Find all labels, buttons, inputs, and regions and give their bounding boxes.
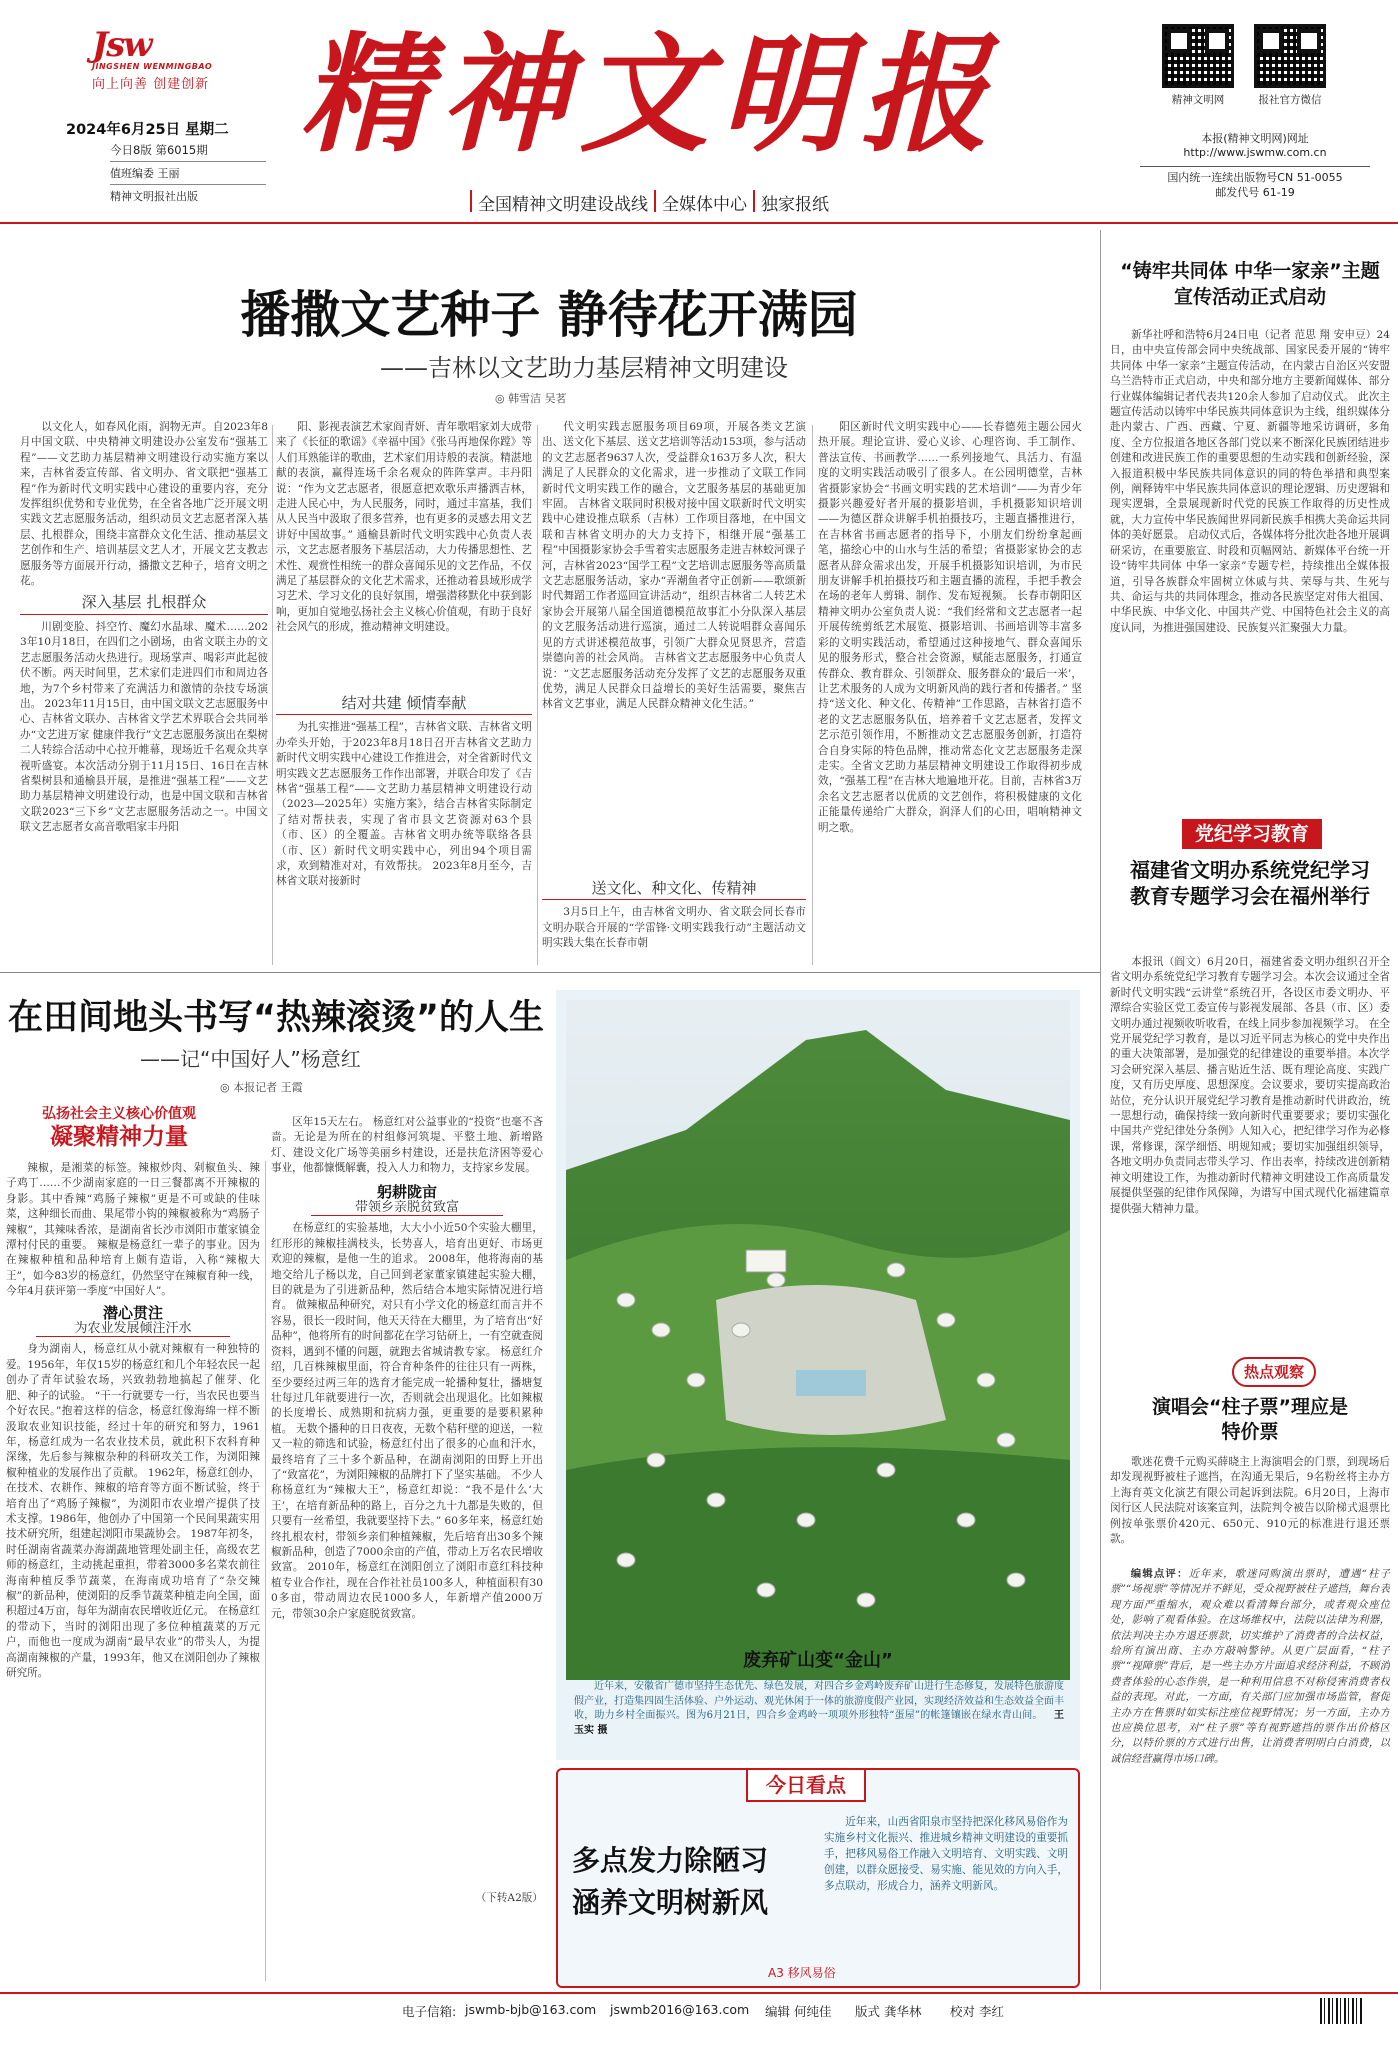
feature-title: 在田间地头书写“热辣滚烫”的人生 — [8, 998, 545, 1038]
hot-note-label: 编辑点评： — [1130, 1568, 1189, 1580]
lead-subhead-1: 深入基层 扎根群众 — [20, 595, 268, 614]
lead-col2-text: 阳、影视表演艺术家阎青妍、青年歌唱家刘大成带来了《长征的歌谣》《幸福中国》《张马再地保你蹚》等人们耳熟能详的歌曲，艺术家们用诗般的表演。精湛地献的表演，赢得连场千余名观众的阵阵掌声。丰丹阳说：“作为文艺志愿者，很愿意把欢歌乐声播洒吉林，走进人民心中，为人民服务，同时，通过丰富基，我们从人民当中汲取了很多营养，也有更多的灵感去用文艺讲好中国故事。” 通榆县新时代文明实践中心负责人表示，文艺志愿者服务下基层活动，大力传播思想性、艺术性、观赏性相统一的群众喜闻乐见的文艺作品，不仅满足了基层群众的文化艺术需求，还推动着县域形成学习艺术、学习文化的良好氛围，增强潜移默化中获到影响，更加自觉地弘扬社会主义核心价值观，有助于良好社会风气的形成，推动精神文明建设。 — [276, 421, 532, 634]
lead-column-2 — [276, 420, 532, 968]
feature-continued: （下转A2版） — [475, 1892, 543, 1905]
date-block — [66, 118, 266, 204]
values-badge-top: 弘扬社会主义核心价值观 — [42, 1106, 196, 1122]
lead-col1-text: 以文化人，如春风化雨，润物无声。自2023年8月中国文联、中央精神文明建设办公室发布“强基工程”——文艺助力基层精神文明建设行动实施方案以来，吉林省委宣传部、省文明办、省文联把“强基工程”作为新时代文明实践中心建设的重要内容，充分发挥组织优势和专业优势，在全省各地广泛开展文明实践文艺志愿服务活动，组织动员文艺志愿者深入基层、扎根群众，围绕丰富群众文化生活、推动基层文艺创作和生产、培训基层文艺人才，开展文艺支教志愿服务等方面展开行动，播撒文艺种子，培育文明之花。 — [20, 421, 268, 588]
photo-credit: 王玉实 摄 — [574, 1710, 1064, 1736]
url-caption: 本报(精神文明网)网址 — [1201, 132, 1309, 145]
nav-item-2[interactable]: 全媒体中心 — [654, 190, 753, 212]
lead-col3b-text: 3月5日上午，由吉林省文明办、省文联会同长春市文明办联合开展的“学雷锋·文明实践我行动”主题活动文明实践大集在长春市朝 — [542, 906, 806, 950]
nav-item-1[interactable]: 全国精神文明建设战线 — [470, 190, 654, 212]
party-body: 本报讯（阎文）6月20日，福建省委文明办组织召开全省文明办系统党纪学习教育专题学习会。本次会议通过全省新时代文明实践“云讲堂”系统召开，各设区市委文明办、平潭综合实验区党工委宣传与影视发展部、各县（市、区）委文明办通过视频收听收看，在线上同步参加视频学习。 在全党开展党纪学习教育，是以习近平同志为核心的党中央作出的重大决策部署，是加强党的纪律建设的重要举措。本次学习会研究深入基层、播言贴近生活、既有理论高度、实践广度，又有历史厚度、思想深度。会议要求，要切实提高政治站位，充分认识开展党纪学习教育是推动新时代讲政治，统一思想行动，确保持续一致向新时代重要要求；要切实强化中国共产党纪律处分条例》人知入心，把纪律学习作为必修课，常修课，深学细悟、明规知戒；要切实加强组织领导，各地文明办负责同志带头学习、作出表率，持续改进创新精神文明建设工作，为推动新时代精神文明建设工作高质量发展提供坚强的纪律作风保障，为谱写中国式现代化福建篇章提供强大精神力量。 — [1110, 956, 1390, 1215]
publisher: 精神文明报社出版 — [110, 190, 198, 203]
masthead — [0, 0, 1398, 225]
post-code: 邮发代号 61-19 — [1215, 186, 1295, 199]
hot-body: 歌迷花费千元购买薛晓主上海演唱会的门票，到现场后却发现视野被柱子遮挡，在沟通无果后，9名粉丝将主办方上海育英文化演艺有限公司起诉到法院。6月20日，上海市闵行区人民法院对该案宣判，法院判令被告以阶梯式退票比例按单张票价420元、650元、910元的标准进行退还票款。 — [1110, 1456, 1390, 1546]
newspaper-title: 精神文明报 — [300, 20, 1001, 170]
lead-column-3 — [542, 420, 806, 968]
url-block — [1140, 132, 1370, 160]
lead-subtitle: ——吉林以文艺助力基层精神文明建设 — [380, 354, 788, 382]
site-url[interactable]: http://www.jswmw.com.cn — [1183, 146, 1327, 159]
lead-col3-text: 代文明实践志愿服务项目69项，开展各类文艺演出、送文化下基层、送文艺培训等活动153项，参与活动的文艺志愿者9637人次，受益群众163万多人次，积大满足了人民群众的文化需求，进一步推动了文联工作同新时代文明实践工作的融合，文艺服务基层的基础更加牢固。 吉林省文联同时积极对接中国文联新时代文明实践中心建设推点联系（吉林）工作项目落地，在中国文联和吉林省文明办的大力支持下，相继开展“强基工程”中国摄影家协会手雪着实志愿服务走进吉林蛟河课子河，吉林省2023“国学工程”文艺培训志愿服务等高质量文艺志愿服务活动，家办“弄潮鱼者守正创新——歌颂新时代舞蹈工作者巡回宣讲活动”，组织吉林省二人转艺术家协会开展第八届全国道德模范故事汇小分队深入基层的文艺服务活动进行巡演，通过二人转说唱群众喜闻乐见的方式讲述模范故事，引领广大群众见贤思齐，营造崇德向善的社会风尚。 吉林省文艺志愿服务中心负责人说：“文艺志愿服务活动充分发挥了文艺的志愿服务双重优势，满足人民群众日益增长的美好生活需要，聚焦吉林省文艺事业，满足人民群众精神文化生活。” — [542, 421, 806, 711]
footer-proof: 校对 李红 — [950, 2004, 1004, 2019]
hot-badge: 热点观察 — [1232, 1357, 1316, 1387]
hot-article — [1110, 1355, 1390, 1985]
photo-caption — [574, 1680, 1064, 1758]
today-badge: 今日看点 — [746, 1768, 866, 1802]
feature-column-1 — [6, 1161, 260, 1986]
footer-email-2[interactable]: jswmb2016@163.com — [610, 2002, 750, 2017]
duty-editor: 值班编委 王丽 — [110, 167, 180, 180]
hot-note-text: 近年来，歌迷同购演出票时，遭遇“柱子票”“场视票”等情况并不鲜见，受众视野被柱子遮挡，舞台表现方面严重缩水，观众难以看清舞台部分，或者观众座位处，影响了观看体验。在这场维权中，法院以法律为利器，依法判决主办方退还票款，切实维护了消费者的合法权益，给所有演出商、主办方敲响警钟。从更广层面看，“柱子票”“视障票”背后，是一些主办方片面追求经济利益，不顾消费者体验的心态作祟，是一种利用信息不对称侵害消费者权益的表现。对此，一方面，有关部门应加强市场监管，督促主办方在售票时如实标注座位视野情况；另一方面，主办方也应换位思考，对“柱子票”等有视野遮挡的票作出价格区分，以特价票的方式进行出售，让消费者明明白白消费，以诚信经营赢得市场口碑。 — [1110, 1568, 1390, 1765]
issue-date: 2024年6月25日 星期二 — [66, 122, 229, 138]
logo — [92, 25, 232, 92]
lead-byline: ◎ 韩雪洁 吴茗 — [495, 392, 567, 405]
feature-subtitle: ——记“中国好人”杨意红 — [140, 1047, 361, 1071]
feature-col1-text: 辣椒，是湘菜的标签。辣椒炒肉、剁椒鱼头、辣子鸡丁……不少湖南家庭的一日三餐都离不开辣椒的身影。其中香辣“鸡肠子辣椒”更是不可或缺的佳味菜，这种细长而曲、果尾带小钩的辣椒被称为“鸡肠子辣椒”，其辣味香浓，是湖南省长沙市浏阳市董家镇金潭村付民的重要。 辣椒是杨意红一辈子的事业。因为在辣椒种植和品种培育上颇有造诣，入称“辣椒大王”，如今83岁的杨意红，仍然坚守在辣椒育种一线，今年4月获评第一季度“中国好人”。 — [6, 1162, 260, 1298]
issue-number: 今日8版 第6015期 — [110, 143, 208, 157]
today-body: 近年来，山西省阳泉市坚持把深化移风易俗作为实施乡村文化振兴、推进城乡精神文明建设的重要抓手，把移风易俗工作融入文明培育、文明实践、文明创建，以群众愿接受、易实施、能见效的方向入手，多点联动，形成合力，涵养文明新风。 — [824, 1816, 1068, 1892]
lead-col4-text: 阳区新时代文明实践中心——长春德苑主题公园火热开展。理论宣讲、爱心义诊、心理咨询、手工制作、普法宣传、书画教学……一系列接地气、具活力、有温度的文明实践活动吸引了很多人。在公园明德堂，吉林省摄影家协会“书画文明实践的艺术培训”——为青少年摄影兴趣爱好者开展的摄影培训，手机摄影知识培训——为德区群众讲解手机拍摄技巧，主题直播推进行，在吉林省书画志愿者的指导下，小朋友们纷纷拿起画笔，描绘心中的山水与生活的希望；省摄影家协会的志愿者从辞众需求出发，开展手机摄影知识培训，为市民朋友讲解手机拍摄技巧和主题直播的流程，手把手教会在场的老年人剪辑、制作、发布短视频。 长春市朝阳区精神文明办公室负责人说：“我们经常和文艺志愿者一起开展传统剪纸艺术展览、摄影培训、书画培训等丰富多彩的文明实践活动，希望通过这种接地气、群众喜闻乐见的服务形式，整合社会资源，赋能志愿服务，打通宣传群众、教育群众、引领群众、服务群众的‘最后一米’，让艺术服务的人成为文明新风尚的践行者和传播者。” 坚持“送文化、种文化、传精神”工作思路，吉林省打造不老的文艺志愿服务队伍，培养着千文艺志愿者，发挥文艺示范引领作用，不断推动文艺志愿服务创新，打造符合自身实际的特色品牌，推动常态化文艺志愿服务走深走实。全省文艺助力基层精神文明建设工作取得初步成效，“强基工程”在吉林大地遍地开花。目前，吉林省3万余名文艺志愿者以优质的文艺创作，将积极健康的文化正能量传递给广大群众，润泽人们的心田，唱响精神文明之歌。 — [818, 421, 1082, 834]
masthead-nav — [470, 190, 835, 215]
feature-subhead-1: 潜心贯注 — [102, 1303, 163, 1322]
qr-label-wechat: 报社官方微信 — [1258, 94, 1322, 106]
feature-subhead-2b: 带领乡亲脱贫致富 — [311, 1200, 503, 1216]
photo-building — [746, 1250, 786, 1272]
qr-label-website: 精神文明网 — [1171, 94, 1225, 106]
lead-column-4 — [818, 420, 1082, 968]
footer-layout: 版式 龚华林 — [855, 2004, 922, 2019]
slogan: 向上向善 创建创新 — [92, 77, 210, 92]
footer — [0, 1998, 1398, 2028]
lead-subhead-3: 送文化、种文化、传精神 — [542, 881, 806, 900]
footer-email-label: 电子信箱: — [402, 2004, 457, 2019]
party-badge: 党纪学习教育 — [1182, 819, 1322, 849]
feature-article — [0, 975, 552, 1990]
lead-col2b-text: 为扎实推进“强基工程”，吉林省文联、吉林省文明办牵头开始，于2023年8月18日召开吉林省文艺助力新时代文明实践中心建设工作推进会，对全省新时代文明实践文艺志愿服务工作作出部署，并联合印发了《吉林省“强基工程”——文艺助力基层精神文明建设行动（2023—2025年）实施方案》，结合吉林省实际制定了结对帮扶表，实现了省市县文艺资源对63个县（市、区）的全覆盖。吉林省文明办统等联络各县（市、区）新时代文明实践中心，列出94个项目需求，欢到精准对对，有效帮扶。 2023年8月至今，吉林省文联对接新时 — [276, 721, 532, 888]
today-title: 多点发力除陋习 涵养文明树新风 — [572, 1844, 769, 1919]
nav-item-3[interactable]: 独家报纸 — [753, 190, 835, 212]
footer-editor: 编辑 何纯佳 — [765, 2004, 832, 2019]
lead-title: 播撒文艺种子 静待花开满园 — [240, 286, 858, 344]
photo-quarry — [716, 1285, 946, 1435]
barcode-icon — [1320, 1998, 1362, 2024]
today-box — [556, 1768, 1080, 1988]
qr-code-wechat[interactable] — [1254, 24, 1326, 88]
photo-mine-resort — [566, 1000, 1070, 1680]
cn-code: 国内统一连续出版物号CN 51-0055 — [1167, 171, 1343, 184]
lead-subhead-2: 结对共建 倾情奉献 — [276, 696, 532, 715]
values-badge — [6, 1103, 238, 1155]
footer-email-1[interactable]: jswmb-bjb@163.com — [465, 2002, 597, 2017]
photo-pool — [796, 1370, 866, 1396]
hot-note — [1110, 1567, 1390, 1979]
feature-subhead-2: 躬耕陇亩 — [376, 1182, 437, 1201]
today-page-link[interactable]: A3 移风易俗 — [768, 1966, 836, 1980]
party-title: 福建省文明办系统党纪学习教育专题学习会在福州举行 — [1130, 858, 1370, 908]
masthead-rule — [0, 222, 1398, 224]
qr-code-website[interactable] — [1162, 24, 1234, 88]
right-top-article — [1110, 232, 1390, 812]
party-article — [1110, 815, 1390, 1355]
qr-block — [1162, 24, 1362, 107]
values-badge-bottom: 凝聚精神力量 — [50, 1124, 188, 1150]
photo-caption-text: 近年来，安徽省广德市坚持生态优先、绿色发展，对四合乡金鸡岭废弃矿山进行生态修复，发展特色旅游度假产业，打造集四固生活体验、户外运动、观光休闲于一体的旅游度假产业园，实现经济效益和生态效益全面丰收，助力乡村全面振兴。图为6月21日，四合乡金鸡岭一项项外形独特“蛋屋”的帐篷镶嵌在绿水青山间。 — [574, 1681, 1064, 1721]
photo-title: 废弃矿山变“金山” — [743, 1650, 893, 1671]
logo-mark: Jsw — [92, 25, 151, 65]
registration-block — [1140, 170, 1370, 200]
photo-feature — [556, 990, 1080, 1760]
right-top-body: 新华社呼和浩特6月24日电（记者 范思 翔 安申豆）24日，由中央宣传部会同中央统战部、国家民委开展的“铸牢共同体 中华一家亲”主题宣传活动，在内蒙古自治区兴安盟乌兰浩特市正式启动，中央和部分地方主要新闻媒体、部分行业媒体编辑记者代表共120余人参加了启动仪式。 此次主题宣传活动以铸牢中华民族共同体意识为主线，组织媒体分赴内蒙古、广西、西藏、宁夏、新疆等地采访调研，多角度、全方位报道各地区各部门党以来不断深化民族团结进步创建和改进民族工作的重要思想的生动实践和创新经验，深入报道积极中华民族共同体意识的同的特色举措和典型案例，阐释铸牢中华民族共同体意识的理论逻辑、历史逻辑和现实逻辑，全景展现新时代党的民族工作取得的历史性成就，大力宣传中华民族闻世界同新民族手相携大美命运共同体的美好愿景。 启动仪式后，各媒体将分批次赴各地开展调研采访，在重要旅宣、时段和页幅网站、新媒体平台统一开设“铸牢共同体 中华一家亲”专题专栏，持续推出全媒体报道，引导各族群众牢固树立休戚与共、荣辱与共、生死与共、命运与共的共同体理念，推动各民族坚定对伟大祖国、中华民族、中华文化、中国共产党、中国特色社会主义的高度认同，为推进强国建设、民族复兴汇聚强大力量。 — [1110, 329, 1390, 634]
lead-article — [0, 230, 1098, 970]
lead-column-1 — [20, 420, 268, 968]
logo-name: JINGSHEN WENMINGBAO — [92, 62, 213, 71]
right-top-title: “铸牢共同体 中华一家亲”主题宣传活动正式启动 — [1120, 260, 1380, 308]
feature-col2-text: 区年15天左右。 杨意红对公益事业的“投资”也毫不吝啬。无论是为所在的村组修河筑堤、平整土地、新增路灯、建设文化广场等美丽乡村建设，还是扶危济困等爱心事业，他都慷慨解囊，投入人力和物力，支持家乡发展。 — [271, 1116, 543, 1175]
hot-title: 演唱会“柱子票”理应是特价票 — [1152, 1396, 1348, 1443]
feature-col2b-text: 在杨意红的实验基地，大大小小近50个实验大棚里，红形形的辣椒挂满枝头，长势喜人，培育出更好、市场更欢迎的辣椒，是他一生的追求。 2008年，他将海南的基地交给儿子杨以龙，自己回到老家董家镇建起实验大棚，目的就是为了引进新品种，然后结合本地实际情况进行培育。 做辣椒品种研究，对只有小学文化的杨意红而言并不容易，很长一段时间，他天天待在大棚里，为了培育出“好品种”，他将所有的时间都花在学习钻研上，一有空就查阅资料，遇到不懂的问题，就跑去省城请教专家。 杨意红介绍，几百株辣椒里面，符合育种条件的往往只有一两株，至少要经过两三年的选育才能完成一轮播种复壮，播塘复壮每过几年就要进行一次，否则就会出现退化。比如辣椒的长度增长、成熟期和抗病力强，更重要的是要积累种植。 无数个播种的日日夜夜，无数个秸秆壁的迎送，一粒又一粒的筛选和试验，杨意红付出了很多的心血和汗水，最终培育了三十多个新品种，在湖南浏阳的田野上开出了“致富花”，为浏阳辣椒的品牌打下了坚实基础。 不少人称杨意红为“辣椒大王”，杨意红却说：“我不是什么‘大王’，在培育新品种的路上，百分之九十九都是失败的，但只要有一丝希望，我就要坚持下去。” 60多年来，杨意红始终扎根农村，带领乡亲们种植辣椒，先后培育出30多个辣椒新品种，创造了7000余亩的产值，带动上万名农民增收致富。 2010年，杨意红在浏阳创立了浏阳市意红科技种植专业合作社，现在合作社社员100多人，种植面积有300多亩，带动周边农民1000多人，年新增产值2000万元，带领30余户家庭脱贫致富。 — [271, 1222, 543, 1620]
lead-col1b-text: 川剧变脸、抖空竹、魔幻水晶球、魔术……2023年10月18日，在四们之小剧场，由省文联主办的文艺志愿服务活动火热进行。现场掌声、喝彩声此起彼伏不断。两天时间里，艺术家们走进四们市和周边各地，为7个乡村带来了充满活力和激情的杂技专场演出。 2023年11月15日，由中国文联文艺志愿服务中心、吉林省文联办、吉林省文学艺术界联合会共同举办“文艺进万家 健康伴我行”文艺志愿服务演出在梨树二人转综合活动中心拉开帷幕，现场近千名观众共享视听盛宴。本次活动分别于11月15日、16日在吉林省梨树县和通榆县开展，是推进“强基工程”——文艺助力基层精神文明建设行动，也是中国文联和吉林省文联2023“三下乡”文艺志愿服务活动之一。中国文联文艺志愿者女高音歌唱家丰丹阳 — [20, 620, 268, 834]
feature-col1b-text: 身为湖南人，杨意红从小就对辣椒有一种独特的爱。1956年，年仅15岁的杨意红和几个年轻农民一起创办了青年试验农场，兴致勃勃地搞起了催芽、化肥、种子的试验。 “干一行就要专一行，当农民也要当个好农民。”抱着这样的信念，杨意红像海绵一样不断汲取农业知识技能，经过十年的研究和努力，1961年，杨意红成为一名农业技术员，就此积下农科育种深缘，先后参与辣椒杂种的科研攻关工作，为浏阳辣椒种植业的发展作出了贡献。 1962年，杨意红创办，在技术、农耕作、辣椒的培育等方面不断试验，终于培育出了“鸡肠子辣椒”，为浏阳市农业增产提供了技术支撑。1986年，他创办了中国第一个民间果蔬实用技术研究所，组建起浏阳市果蔬协会。 1987年初冬，时任湖南省蔬菜办海湖蔬地管理处副主任，高级农艺师的杨意红，主动挑起重担，带着3000多名菜农前往海南种植反季节蔬菜，在海南成功培育了“杂交辣椒”的新品种，使浏阳的反季节蔬菜种植走向全国，面积超过4万亩，每年为湖南农民增收近亿元。 在杨意红的带动下，当时的浏阳出现了多位种植蔬菜的万元户，而他也一度成为湖南“最早农业”的带头人，为提高湖南辣椒的产量，1993年，他又在浏阳创办了辣椒研究所。 — [6, 1343, 260, 1679]
feature-subhead-1b: 为农业发展倾注汗水 — [36, 1321, 230, 1337]
feature-column-2 — [271, 1115, 543, 1987]
feature-byline: ◎ 本报记者 王霞 — [220, 1081, 303, 1094]
